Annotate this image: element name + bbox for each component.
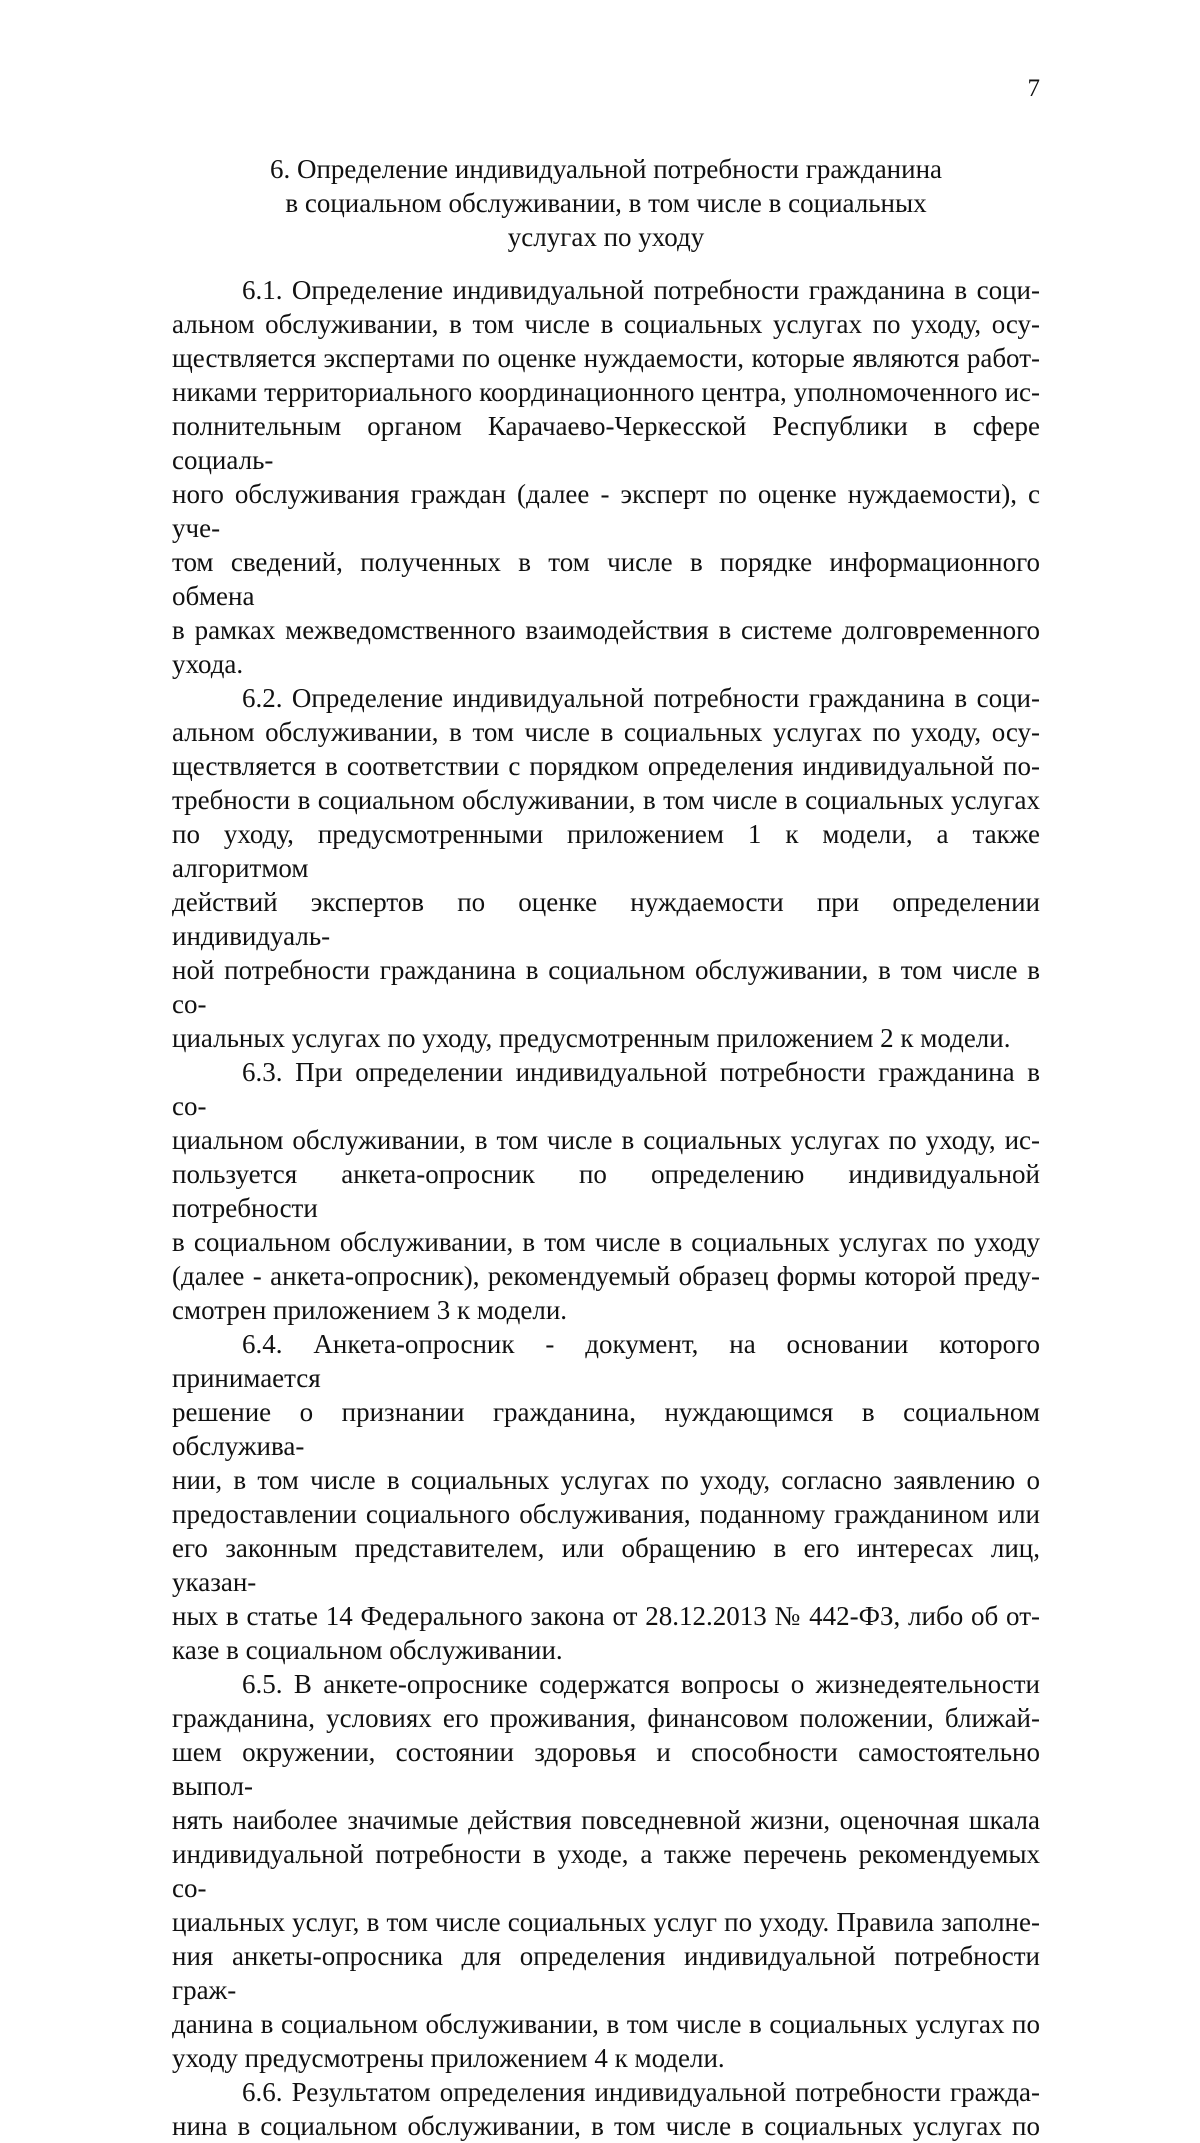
paragraph-line: в социальном обслуживании, в том числе в социальных услугах по уходу [172,1227,1040,1257]
paragraph-line: пользуется анкета-опросник по определению индивидуальной потребности [172,1159,1040,1223]
paragraph-line: ных в статье 14 Федерального закона от 28.12.2013 № 442-ФЗ, либо об от- [172,1601,1040,1631]
paragraph-line: 6.4. Анкета-опросник - документ, на основании которого принимается [172,1329,1040,1393]
paragraph-line: 6.2. Определение индивидуальной потребности гражданина в соци- [242,683,1040,713]
paragraph-line: 6.1. Определение индивидуальной потребности гражданина в соци- [242,275,1040,305]
paragraph-line: 6.3. При определении индивидуальной потребности гражданина в со- [172,1057,1040,1121]
paragraph-line: данина в социальном обслуживании, в том числе в социальных услугах по [172,2009,1040,2039]
paragraph-line: нять наиболее значимые действия повседневной жизни, оценочная шкала [172,1805,1040,1835]
paragraph-line: циальных услуг, в том числе социальных услуг по уходу. Правила заполне- [172,1907,1040,1937]
paragraph-4 [172,1327,1040,1667]
heading-line: в социальном обслуживании, в том числе в социальных [285,188,927,218]
paragraph-line: предоставлении социального обслуживания, поданному гражданином или [172,1499,1040,1529]
page-number: 7 [1027,75,1040,102]
paragraph-line: циальном обслуживании, в том числе в социальных услугах по уходу, ис- [172,1125,1040,1155]
paragraph-line: действий экспертов по оценке нуждаемости при определении индивидуаль- [172,887,1040,951]
paragraph-line: индивидуальной потребности в уходе, а также перечень рекомендуемых со- [172,1839,1040,1903]
paragraph-line: никами территориального координационного центра, уполномоченного ис- [172,377,1040,407]
paragraph-line: нии, в том числе в социальных услугах по уходу, согласно заявлению о [172,1465,1040,1495]
paragraph-line: 6.6. Результатом определения индивидуальной потребности гражда- [242,2077,1040,2107]
paragraph-line: полнительным органом Карачаево-Черкесской Республики в сфере социаль- [172,411,1040,475]
paragraph-line: по уходу, предусмотренными приложением 1 к модели, а также алгоритмом [172,819,1040,883]
paragraph-2 [172,681,1040,1055]
paragraph-1 [172,273,1040,681]
paragraph-line: ществляется в соответствии с порядком определения индивидуальной по- [172,751,1040,781]
paragraph-line: гражданина, условиях его проживания, финансовом положении, ближай- [172,1703,1040,1733]
paragraph-line: шем окружении, состоянии здоровья и способности самостоятельно выпол- [172,1737,1040,1801]
heading-line: услугах по уходу [507,222,705,252]
paragraph-line: ухода. [172,649,244,679]
paragraph-line: том сведений, полученных в том числе в порядке информационного обмена [172,547,1040,611]
paragraph-line: ществляется экспертами по оценке нуждаемости, которые являются работ- [172,343,1040,373]
paragraph-line: 6.5. В анкете-опроснике содержатся вопросы о жизнедеятельности [242,1669,1040,1699]
document-body [172,273,1040,2143]
section-heading [172,152,1040,254]
paragraph-line: его законным представителем, или обращению в его интересах лиц, указан- [172,1533,1040,1597]
paragraph-line: ного обслуживания граждан (далее - эксперт по оценке нуждаемости), с уче- [172,479,1040,543]
paragraph-line: альном обслуживании, в том числе в социальных услугах по уходу, осу- [172,309,1040,339]
paragraph-line: казе в социальном обслуживании. [172,1635,563,1665]
paragraph-line: (далее - анкета-опросник), рекомендуемый образец формы которой преду- [172,1261,1040,1291]
paragraph-line: ния анкеты-опросника для определения индивидуальной потребности граж- [172,1941,1040,2005]
paragraph-3 [172,1055,1040,1327]
paragraph-line: ной потребности гражданина в социальном обслуживании, в том числе в со- [172,955,1040,1019]
paragraph-5 [172,1667,1040,2075]
paragraph-line: альном обслуживании, в том числе в социальных услугах по уходу, осу- [172,717,1040,747]
paragraph-6 [172,2075,1040,2143]
paragraph-line: уходу предусмотрены приложением 4 к модели. [172,2043,725,2073]
paragraph-line: смотрен приложением 3 к модели. [172,1295,568,1325]
paragraph-line: в рамках межведомственного взаимодействия в системе долговременного [172,615,1040,645]
paragraph-line: нина в социальном обслуживании, в том числе в социальных услугах по [172,2111,1040,2141]
paragraph-line: решение о признании гражданина, нуждающимся в социальном обслужива- [172,1397,1040,1461]
paragraph-line: требности в социальном обслуживании, в том числе в социальных услугах [172,785,1040,815]
paragraph-line: циальных услугах по уходу, предусмотренным приложением 2 к модели. [172,1023,1011,1053]
heading-line: 6. Определение индивидуальной потребности гражданина [269,154,943,184]
